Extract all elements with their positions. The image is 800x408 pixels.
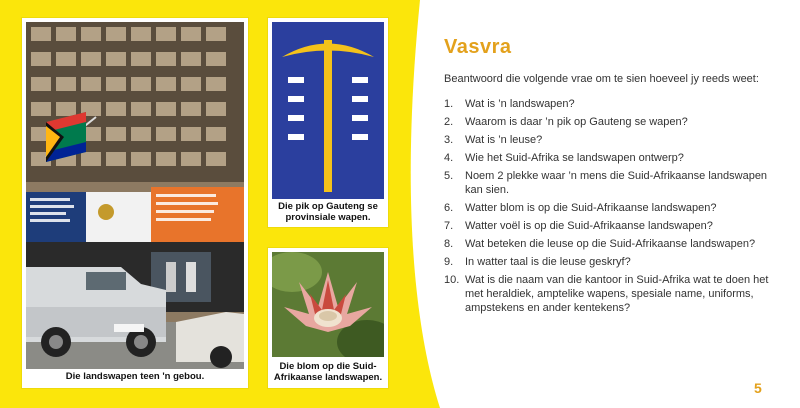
- question-text: Wie het Suid-Afrika se landswapen ontwerp?: [465, 152, 684, 164]
- photo-caption-protea: Die blom op die Suid-Afrikaanse landswapen.: [273, 361, 383, 383]
- page-number: 5: [754, 380, 762, 396]
- photo-card-building: [22, 18, 248, 388]
- question-number: 8.: [444, 238, 454, 250]
- question-text: In watter taal is die leuse geskryf?: [465, 256, 631, 268]
- question-text: Wat beteken die leuse op die Suid-Afrikaanse landswapen?: [465, 238, 756, 250]
- question-text: Watter voël is op die Suid-Afrikaanse landswapen?: [465, 220, 713, 232]
- question-item: [444, 237, 774, 251]
- question-item: [444, 151, 774, 165]
- quiz-intro: Beantwoord die volgende vrae om te sien hoeveel jy reeds weet:: [444, 73, 759, 85]
- question-text: Wat is ’n landswapen?: [465, 98, 575, 110]
- question-item: [444, 97, 774, 111]
- photo-card-pickaxe: [268, 18, 388, 227]
- question-item: [444, 201, 774, 215]
- question-text: Watter blom is op die Suid-Afrikaanse landswapen?: [465, 202, 717, 214]
- photo-card-protea: [268, 248, 388, 388]
- question-text: Wat is ’n leuse?: [465, 134, 543, 146]
- question-number: 2.: [444, 116, 454, 128]
- photo-caption-building: Die landswapen teen 'n gebou.: [65, 371, 205, 382]
- question-list: [444, 97, 774, 319]
- question-number: 9.: [444, 256, 454, 268]
- photo-caption-pickaxe: Die pik op Gauteng se provinsiale wapen.: [278, 201, 378, 223]
- question-number: 5.: [444, 170, 454, 182]
- gauteng-shield-image: [272, 22, 384, 199]
- question-text: Noem 2 plekke waar ’n mens die Suid-Afrikaanse landswapen kan sien.: [465, 170, 768, 196]
- question-number: 1.: [444, 98, 454, 110]
- question-item: [444, 115, 774, 129]
- question-text: Waarom is daar ’n pik op Gauteng se wapen?: [465, 116, 688, 128]
- question-item: [444, 273, 774, 315]
- question-number: 6.: [444, 202, 454, 214]
- building-photo: [26, 22, 244, 369]
- protea-flower-image: [272, 252, 384, 357]
- question-text: Wat is die naam van die kantoor in Suid-Afrika wat te doen het met heraldiek, amptelike wapens, spesiale name, uniforms, ampstekens en ander kentekens?: [465, 274, 769, 314]
- question-item: [444, 255, 774, 269]
- question-number: 10.: [444, 274, 460, 286]
- question-item: [444, 133, 774, 147]
- quiz-title: Vasvra: [444, 36, 512, 58]
- question-number: 7.: [444, 220, 454, 232]
- question-number: 3.: [444, 134, 454, 146]
- question-item: [444, 169, 774, 197]
- question-item: [444, 219, 774, 233]
- question-number: 4.: [444, 152, 454, 164]
